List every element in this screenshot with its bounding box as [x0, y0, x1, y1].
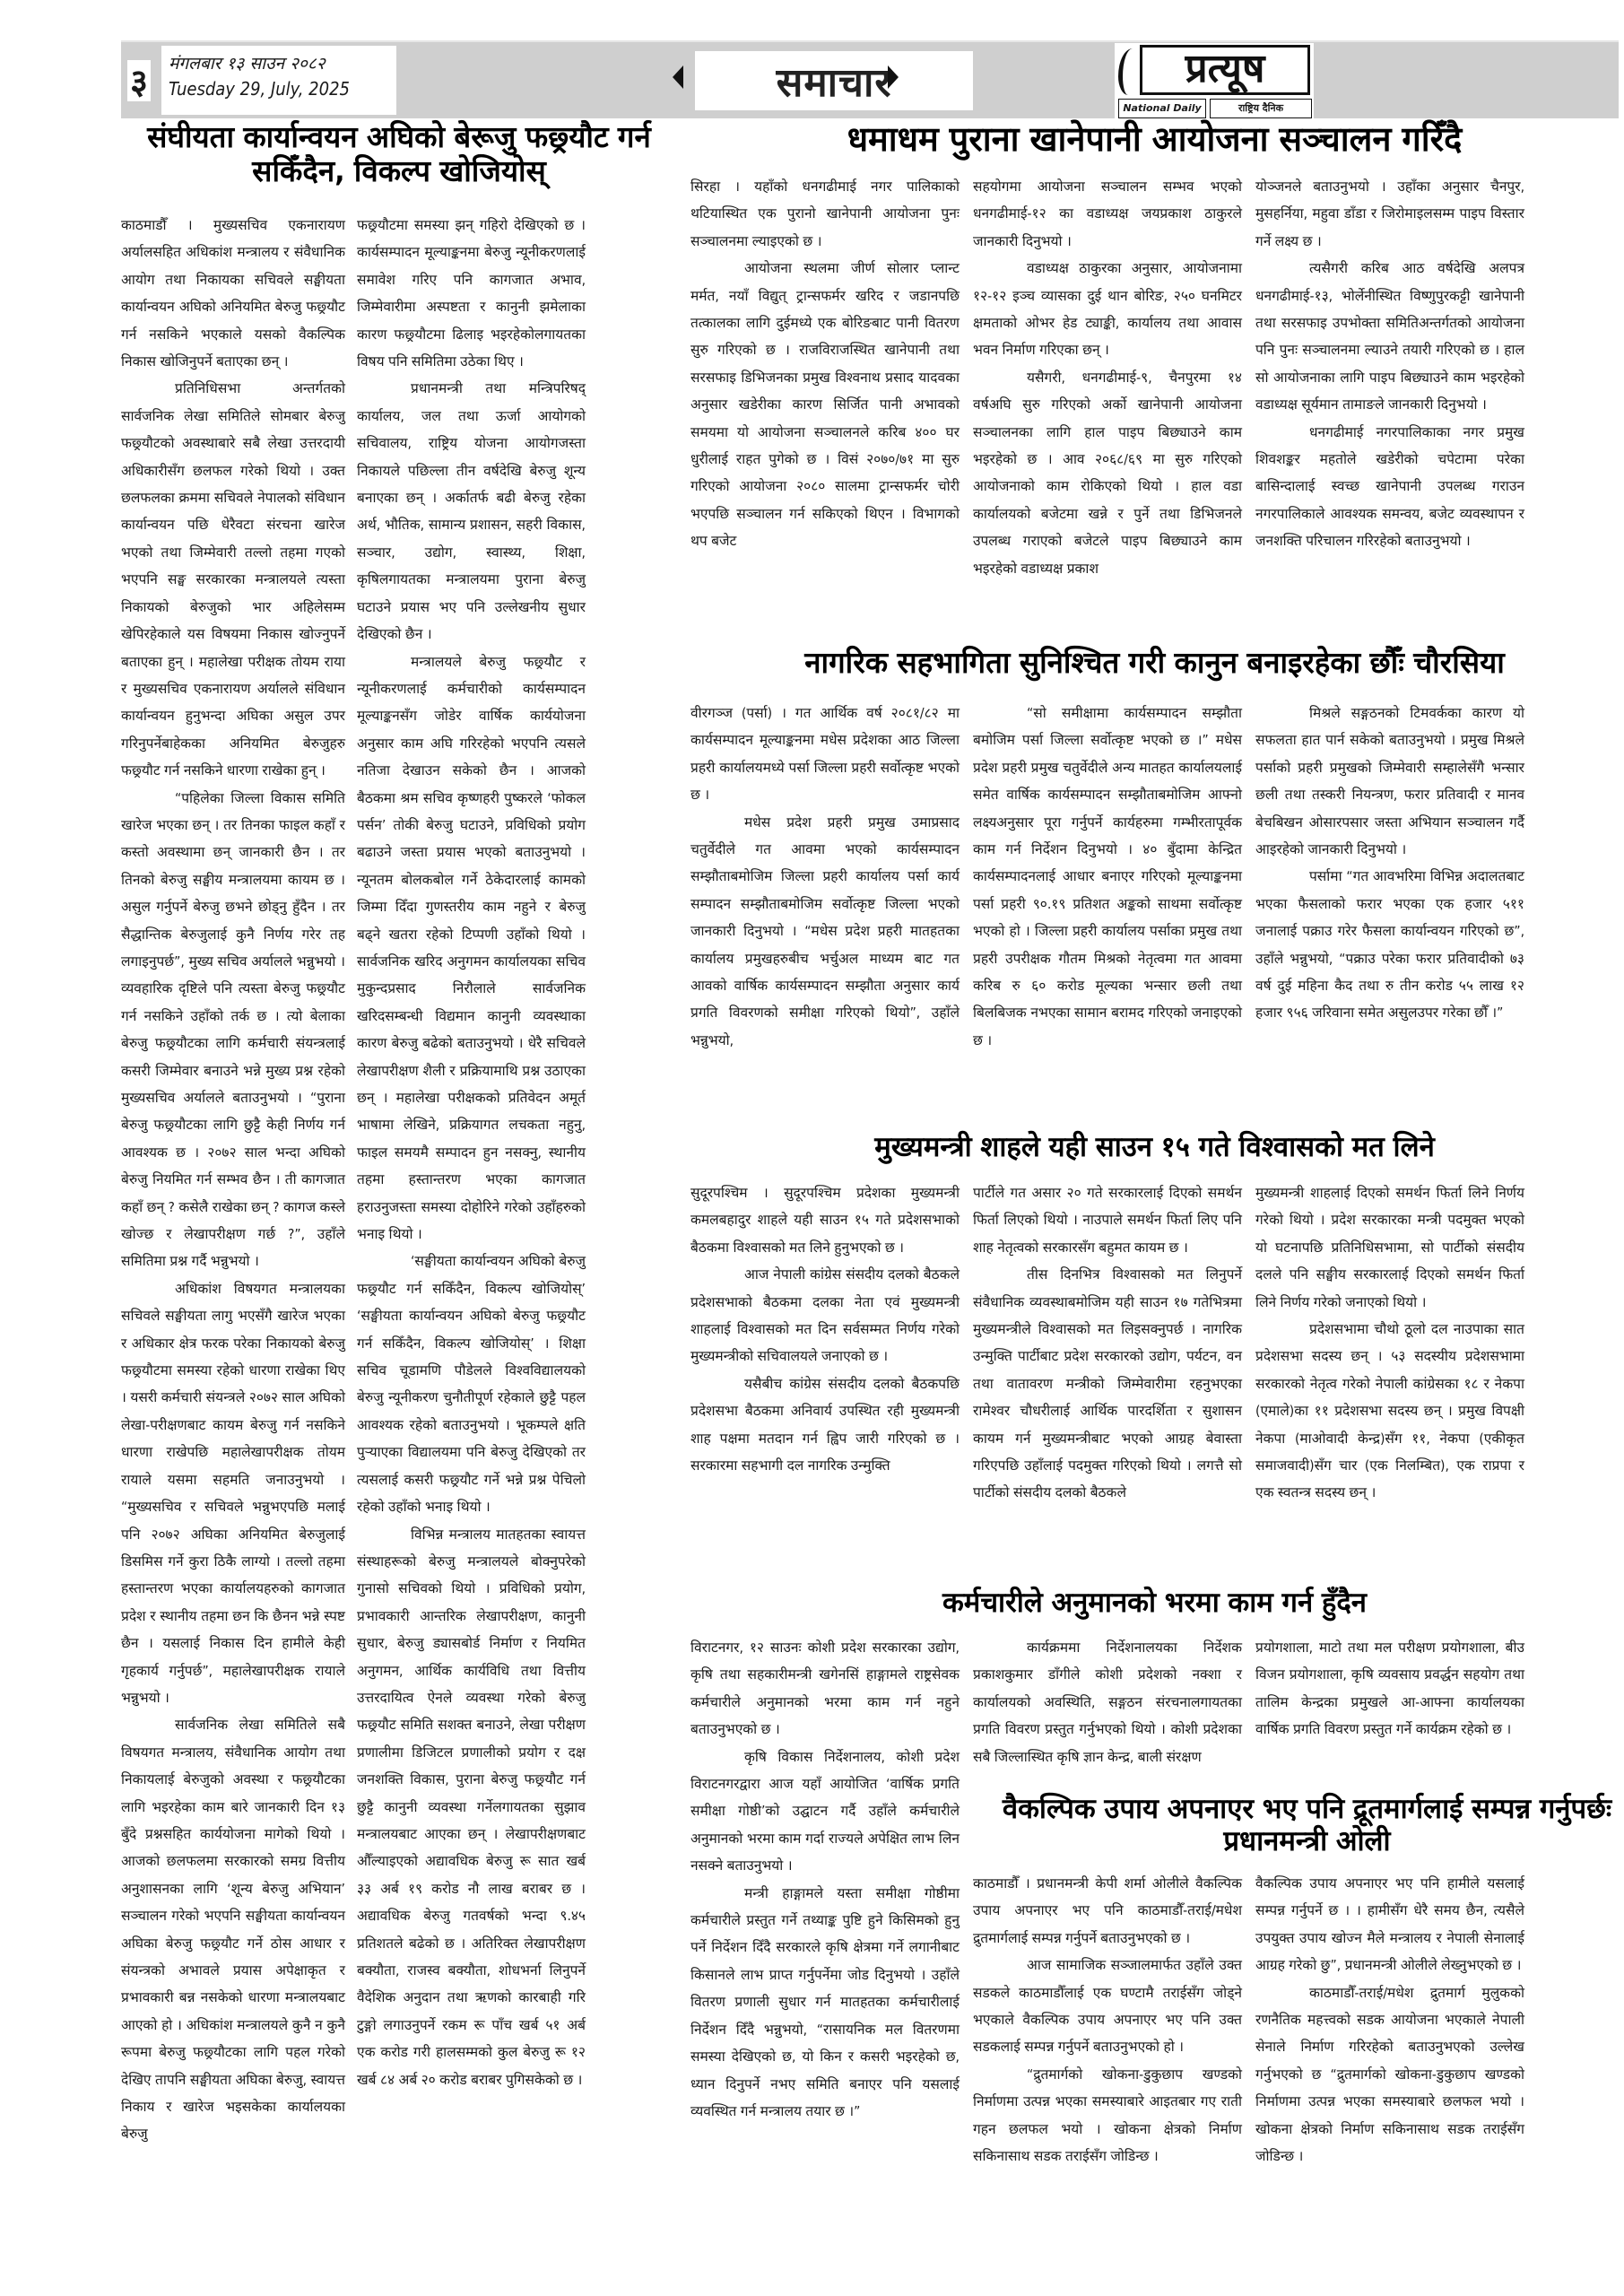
- paragraph: मन्त्रालयले बेरुजु फछ्र्यौट र न्यूनीकरणलाई कर्मचारीको कार्यसम्पादन मूल्याङ्कनसँग जोडेर वार्षिक कार्ययोजना अनुसार काम अघि गरिरहेको भएपनि त्यसले नतिजा देखाउन सकेको छैन । आजको बैठकमा श्रम सचिव कृष्णहरी पुष्करले ‘फोकल पर्सन’ तोकी बेरुजु घटाउने, प्रविधिको प्रयोग बढाउने जस्ता प्रयास भएको बताउनुभयो । न्यूनतम बोलकबोल गर्ने ठेकेदारलाई कामको जिम्मा दिँदा गुणस्तरीय काम नहुने र बेरुजु बढ्ने खतरा रहेको टिप्पणी उहाँको थियो । सार्वजनिक खरिद अनुगमन कार्यालयका सचिव मुकुन्दप्रसाद निरौलाले सार्वजनिक खरिदसम्बन्धी विद्यमान कानुनी व्यवस्थाका कारण बेरुजु बढेको बताउनुभयो । धेरै सचिवले लेखापरीक्षण शैली र प्रक्रियामाथि प्रश्न उठाएका छन् । महालेखा परीक्षकको प्रतिवेदन अमूर्त भाषामा लेखिने, प्रक्रियागत लचकता नहुनु, फाइल समयमै सम्पादन हुन नसक्नु, स्थानीय तहमा हस्तान्तरण भएका कागजात हराउनुजस्ता समस्या दोहोरिने गरेको उहाँहरुको भनाइ थियो ।: [357, 653, 586, 1243]
- paragraph: काठमाडौँ । प्रधानमन्त्री केपी शर्मा ओलीले वैकल्पिक उपाय अपनाएर भए पनि काठमाडौँ-तराई/मधेश द्रुतमार्गलाई सम्पन्न गर्नुपर्ने बताउनुभएको छ ।: [973, 1875, 1242, 1946]
- paragraph: कार्यक्रममा निर्देशनालयका निर्देशक प्रकाशकुमार डाँगीले कोशी प्रदेशको नक्शा र कार्यालयको अवस्थिति, सङ्गठन संरचनालगायतका प्रगति विवरण प्रस्तुत गर्नुभएको थियो । कोशी प्रदेशका सबै जिल्लास्थित कृषि ज्ञान केन्द्र, बाली संरक्षण: [973, 1639, 1242, 1765]
- staff-article-column-3: [1255, 1634, 1524, 1744]
- paragraph: वैकल्पिक उपाय अपनाएर भए पनि हामीले यसलाई सम्पन्न गर्नुपर्ने छ । । हामीसँग धेरै समय छैन, त्यसैले उपयुक्त उपाय खोज्न मैले मन्त्रालय र नेपाली सेनालाई आग्रह गरेको छु”, प्रधानमन्त्री ओलीले लेख्नुभएको छ ।: [1255, 1875, 1524, 1974]
- headline-cm-article: मुख्यमन्त्री शाहले यही साउन १५ गते विश्वासको मत लिने: [874, 1131, 1435, 1163]
- paragraph: आज नेपाली कांग्रेस संसदीय दलको बैठकले प्रदेशसभाको बैठकमा दलका नेता एवं मुख्यमन्त्री शाहलाई विश्वासको मत दिन सर्वसम्मत निर्णय गरेको मुख्यमन्त्रीको सचिवालयले जनाएको छ ।: [690, 1266, 960, 1365]
- paragraph: ‘सङ्घीयता कार्यान्वयन अघिको बेरुजु फछ्र्यौट गर्न सकिँदैन, विकल्प खोजियोस्’ ‘सङ्घीयता कार्यान्वयन अघिको बेरुजु फछ्र्यौट गर्न सकिँदैन, विकल्प खोजियोस्’ । शिक्षा सचिव चूडामणि पौडेलले विश्वविद्यालयको बेरुजु न्यूनीकरण चुनौतीपूर्ण रहेकाले छुट्टै पहल आवश्यक रहेको बताउनुभयो । भूकम्पले क्षति पुऱ्याएका विद्यालयमा पनि बेरुजु देखिएको तर त्यसलाई कसरी फछ्र्यौट गर्ने भन्ने प्रश्न पेचिलो रहेको उहाँको भनाइ थियो ।: [357, 1253, 586, 1516]
- cm-article-column-3: [1255, 1179, 1524, 1507]
- paragraph: मन्त्री हाङ्गामले यस्ता समीक्षा गोष्ठीमा कर्मचारीले प्रस्तुत गर्ने तथ्याङ्क पुष्टि हुने किसिमको हुनु पर्ने निर्देशन दिँदै सरकारले कृषि क्षेत्रमा गर्ने लगानीबाट किसानले लाभ प्राप्त गर्नुपर्नेमा जोड दिनुभयो । उहाँले वितरण प्रणाली सुधार गर्न मातहतका कर्मचारीलाई निर्देशन दिँदै भन्नुभयो, “रासायनिक मल वितरणमा समस्या देखिएको छ, यो किन र कसरी भइरहेको छ, ध्यान दिनुपर्ने नभए समिति बनाएर पनि यसलाई व्यवस्थित गर्न मन्त्रालय तयार छ ।”: [690, 1884, 960, 2119]
- paragraph: योञ्जनले बताउनुभयो । उहाँका अनुसार चैनपुर, मुसहर्निया, महुवा डाँडा र जिरोमाइलसम्म पाइप विस्तार गर्ने लक्ष्य छ ।: [1255, 178, 1524, 249]
- paragraph: त्यसैगरी करिब आठ वर्षदेखि अलपत्र धनगढीमाई-१३, भोर्लेनीस्थित विष्णुपुरकट्टी खानेपानी तथा सरसफाइ उपभोक्ता समितिअन्तर्गतको आयोजना पनि पुनः सञ्चालनमा ल्याउने तयारी गरिएको छ । हाल सो आयोजनाका लागि पाइप बिछ्याउने काम भइरहेको वडाध्यक्ष सूर्यमान तामाङले जानकारी दिनुभयो ।: [1255, 260, 1524, 413]
- paragraph: पार्टीले गत असार २० गते सरकारलाई दिएको समर्थन फिर्ता लिएको थियो । नाउपाले समर्थन फिर्ता लिए पनि शाह नेतृत्वको सरकारसँग बहुमत कायम छ ।: [973, 1185, 1242, 1256]
- paragraph: मधेस प्रदेश प्रहरी प्रमुख उमाप्रसाद चतुर्वेदीले गत आवमा भएको कार्यसम्पादन सम्झौताबमोजिम जिल्ला प्रहरी कार्यालय पर्सा कार्य सम्पादन सम्झौताबमोजिम सर्वोत्कृष्ट जिल्ला भएको जानकारी दिनुभयो । “मधेस प्रदेश प्रहरी मातहतका कार्यालय प्रमुखहरुबीच भर्चुअल माध्यम बाट गत आवको वार्षिक कार्यसम्पादन सम्झौता अनुसार कार्य प्रगति विवरणको समीक्षा गरिएको थियो”, उहाँले भन्नुभयो,: [690, 813, 960, 1048]
- paragraph: काठमाडौँ । मुख्यसचिव एकनारायण अर्यालसहित अधिकांश मन्त्रालय र संवैधानिक आयोग तथा निकायका सचिवले सङ्घीयता कार्यान्वयन अघिको अनियमित बेरुजु फछ्र्यौट गर्न नसकिने भएकाले यसको वैकल्पिक निकास खोजिनुपर्ने बताएका छन् ।: [121, 217, 345, 370]
- cm-article-column-2: [973, 1179, 1242, 1507]
- paragraph: वीरगञ्ज (पर्सा) । गत आर्थिक वर्ष २०८१/८२ मा कार्यसम्पादन मूल्याङ्कनमा मधेस प्रदेशका आठ जिल्ला प्रहरी कार्यालयमध्ये पर्सा जिल्ला प्रहरी सर्वोत्कृष्ट भएको छ ।: [690, 705, 960, 804]
- police-article-column-2: [973, 700, 1242, 1054]
- newspaper-logo: [1115, 43, 1314, 118]
- paragraph: काठमाडौँ-तराई/मधेश द्रुतमार्ग मुलुकको रणनैतिक महत्त्वको सडक आयोजना भएकाले नेपाली सेनाले निर्माण गरिरहेको बताउनुभएको उल्लेख गर्नुभएको छ “द्रुतमार्गको खोकना-डुकुछाप खण्डको निर्माणमा उत्पन्न भएका समस्याबारे छलफल भयो । खोकना क्षेत्रको निर्माण सकिनासाथ सडक तराईसँग जोडिन्छ ।: [1255, 1984, 1524, 2165]
- headline-left-article: संघीयता कार्यान्वयन अघिको बेरूजु फछ्र्यौट गर्न सकिँदैन, विकल्प खोजियोस्: [147, 119, 651, 188]
- paragraph: यसैगरी, धनगढीमाई-९, चैनपुरमा १४ वर्षअघि सुरु गरिएको अर्को खानेपानी आयोजना सञ्चालनका लागि हाल पाइप बिछ्याउने काम भइरहेको छ । आव २०६८/६९ मा सुरु गरिएको आयोजनाको काम रोकिएको थियो । हाल वडा कार्यालयको बजेटमा खन्ने र पुर्ने तथा डिभिजनले उपलब्ध गराएको बजेटले पाइप बिछ्याउने काम भइरहेको वडाध्यक्ष प्रकाश: [973, 369, 1242, 577]
- logo-tag-nepali: राष्ट्रिय दैनिक: [1210, 99, 1312, 118]
- paragraph: आयोजना स्थलमा जीर्ण सोलार प्लान्ट मर्मत, नयाँ विद्युत् ट्रान्सफर्मर खरिद र जडानपछि तत्कालका लागि दुईमध्ये एक बोरिङबाट पानी वितरण सुरु गरिएको छ । राजविराजस्थित खानेपानी तथा सरसफाइ डिभिजनका प्रमुख विश्वनाथ प्रसाद यादवका अनुसार खडेरीका कारण सिर्जित पानी अभावको समयमा यो आयोजना सञ्चालनले करिब ४०० घर धुरीलाई राहत पुगेको छ । विसं २०७०/७१ मा सुरु गरिएको आयोजना २०८० सालमा ट्रान्सफर्मर चोरी भएपछि सञ्चालन गर्न सकिएको थिएन । विभागको थप बजेट: [690, 260, 960, 550]
- paragraph: पर्सामा “गत आवभरिमा विभिन्न अदालतबाट भएका फैसलाको फरार भएका एक हजार ५११ जनालाई पक्राउ गरेर फैसला कार्यान्वयन गरिएको छ”, उहाँले भन्नुभयो, “पक्राउ परेका फरार प्रतिवादीको ७३ वर्ष दुई महिना कैद तथा रु तीन करोड ५५ लाख १२ हजार ९५६ जरिवाना समेत असुलउपर गरेका छौँ ।”: [1255, 868, 1524, 1022]
- paragraph: यसैबीच कांग्रेस संसदीय दलको बैठकपछि प्रदेशसभा बैठकमा अनिवार्य उपस्थित रही मुख्यमन्त्री शाह पक्षमा मतदान गर्न ह्विप जारी गरिएको छ । सरकारमा सहभागी दल नागरिक उन्मुक्ति: [690, 1375, 960, 1474]
- police-article-column-1: [690, 700, 960, 1054]
- paragraph: सुदूरपश्चिम । सुदूरपश्चिम प्रदेशका मुख्यमन्त्री कमलबहादुर शाहले यही साउन १५ गते प्रदेशसभाको बैठकमा विश्वासको मत लिने हुनुभएको छ ।: [690, 1185, 960, 1256]
- paragraph: विभिन्न मन्त्रालय मातहतका स्वायत्त संस्थाहरूको बेरुजु मन्त्रालयले बोक्नुपरेको गुनासो सचिवको थियो । प्रविधिको प्रयोग, प्रभावकारी आन्तरिक लेखापरीक्षण, कानुनी सुधार, बेरुजु ड्यासबोर्ड निर्माण र नियमित अनुगमन, आर्थिक कार्यविधि तथा वित्तीय उत्तरदायित्व ऐनले व्यवस्था गरेको बेरुजु फछ्र्यौट समिति सशक्त बनाउने, लेखा परीक्षण प्रणालीमा डिजिटल प्रणालीको प्रयोग र दक्ष जनशक्ति विकास, पुराना बेरुजु फछ्र्यौट गर्न छुट्टै कानुनी व्यवस्था गर्नेलगायतका सुझाव मन्त्रालयबाट आएका छन् । लेखापरीक्षणबाट औँल्याइएको अद्यावधिक बेरुजु रू सात खर्ब ३३ अर्ब १९ करोड नौ लाख बराबर छ । अद्यावधिक बेरुजु गतवर्षको भन्दा ९.४५ प्रतिशतले बढेको छ । अतिरिक्त लेखापरीक्षण बक्यौता, राजस्व बक्यौता, शोधभर्ना लिनुपर्ने वैदेशिक अनुदान तथा ऋणको कारबाही गरि टुङ्गो लगाउनुपर्ने रकम रू पाँच खर्ब ५१ अर्ब एक करोड गरी हालसम्मको कुल बेरुजु रू १२ खर्ब ८४ अर्ब २० करोड बराबर पुगिसकेको छ ।: [357, 1526, 586, 2088]
- paragraph: विराटनगर, १२ साउनः कोशी प्रदेश सरकारका उद्योग, कृषि तथा सहकारीमन्त्री खगेनसिं हाङ्गामले राष्ट्रसेवक कर्मचारीले अनुमानको भरमा काम गर्न नहुने बताउनुभएको छ ।: [690, 1639, 960, 1738]
- paragraph: “द्रुतमार्गको खोकना-डुकुछाप खण्डको निर्माणमा उत्पन्न भएका समस्याबारे आइतबार गए राती गहन छलफल भयो । खोकना क्षेत्रको निर्माण सकिनासाथ सडक तराईसँग जोडिन्छ ।: [973, 2066, 1242, 2165]
- expressway-article-column-1: [973, 1870, 1242, 2170]
- page-number: ३: [127, 60, 151, 101]
- paragraph: तीस दिनभित्र विश्वासको मत लिनुपर्ने संवैधानिक व्यवस्थाबमोजिम यही साउन १७ गतेभित्रमा मुख्यमन्त्रीले विश्वासको मत लिइसक्नुपर्छ । नागरिक उन्मुक्ति पार्टीबाट प्रदेश सरकारको उद्योग, पर्यटन, वन तथा वातावरण मन्त्रीको जिम्मेवारीमा रहनुभएका रामेश्वर चौधरीलाई आर्थिक पारदर्शिता र सुशासन कायम गर्न मुख्यमन्त्रीबाट भएको आग्रह बेवास्ता गरिएपछि उहाँलाई पदमुक्त गरिएको थियो । लगत्तै सो पार्टीको संसदीय दलको बैठकले: [973, 1266, 1242, 1501]
- headline-staff-article: कर्मचारीले अनुमानको भरमा काम गर्न हुँदैन: [942, 1587, 1367, 1619]
- staff-article-column-1: [690, 1634, 960, 2125]
- paragraph: प्रदेशसभामा चौथो ठूलो दल नाउपाका सात प्रदेशसभा सदस्य छन् । ५३ सदस्यीय प्रदेशसभामा सरकारको नेतृत्व गरेको नेपाली कांग्रेसका १८ र नेकपा (एमाले)का ११ प्रदेशसभा सदस्य छन् । प्रमुख विपक्षी नेकपा (माओवादी केन्द्र)सँग ११, नेकपा (एकीकृत समाजवादी)सँग चार (एक निलम्बित), एक राप्रपा र एक स्वतन्त्र सदस्य छन् ।: [1255, 1321, 1524, 1501]
- expressway-article-column-2: [1255, 1870, 1524, 2170]
- paragraph: कृषि विकास निर्देशनालय, कोशी प्रदेश विराटनगरद्वारा आज यहाँ आयोजित ‘वार्षिक प्रगति समीक्षा गोष्ठी’को उद्घाटन गर्दै उहाँले कर्मचारीले अनुमानको भरमा काम गर्दा राज्यले अपेक्षित लाभ लिन नसक्ने बताउनुभयो ।: [690, 1748, 960, 1874]
- paragraph: आज सामाजिक सञ्जालमार्फत उहाँले उक्त सडकले काठमाडौँलाई एक घण्टामै तराईसँग जोड्ने भएकाले वैकल्पिक उपाय अपनाएर भए पनि उक्त सडकलाई सम्पन्न गर्नुपर्ने बताउनुभएको हो ।: [973, 1957, 1242, 2056]
- headline-water-article: धमाधम पुराना खानेपानी आयोजना सञ्चालन गरिँदै: [847, 119, 1463, 159]
- flame-icon: [1118, 48, 1142, 95]
- paragraph: प्रधानमन्त्री तथा मन्त्रिपरिषद् कार्यालय, जल तथा ऊर्जा आयोगको सचिवालय, राष्ट्रिय योजना आयोगजस्ता निकायले पछिल्ला तीन वर्षदेखि बेरुजु शून्य बनाएका छन् । अर्कातर्फ बढी बेरुजु रहेका अर्थ, भौतिक, सामान्य प्रशासन, सहरी विकास, सञ्चार, उद्योग, स्वास्थ्य, शिक्षा, कृषिलगायतका मन्त्रालयमा पुराना बेरुजु घटाउने प्रयास भए पनि उल्लेखनीय सुधार देखिएको छैन ।: [357, 380, 586, 643]
- water-article-column-1: [690, 173, 960, 555]
- paragraph: फछ्र्यौटमा समस्या झन् गहिरो देखिएको छ । कार्यसम्पादन मूल्याङ्कनमा बेरुजु न्यूनीकरणलाई समावेश गरिए पनि कागजात अभाव, जिम्मेवारीमा अस्पष्टता र कानुनी झमेलाका कारण फछ्र्यौटमा ढिलाइ भइरहेकोलगायतका विषय पनि समितिमा उठेका थिए ।: [357, 217, 586, 370]
- water-article-column-3: [1255, 173, 1524, 555]
- paragraph: प्रतिनिधिसभा अन्तर्गतको सार्वजनिक लेखा समितिले सोमबार बेरुजु फछ्र्यौटको अवस्थाबारे सबै लेखा उत्तरदायी अधिकारीसँग छलफल गरेको थियो । उक्त छलफलका क्रममा सचिवले नेपालको संविधान कार्यान्वयन पछि धेरैवटा संरचना खारेज भएको तथा जिम्मेवारी तल्लो तहमा गएको भएपनि सङ्घ सरकारका मन्त्रालयले त्यस्ता निकायको बेरुजुको भार अहिलेसम्म खेपिरहेकाले यस विषयमा निकास खोज्नुपर्ने बताएका हुन् । महालेखा परीक्षक तोयम राया र मुख्यसचिव एकनारायण अर्यालले संविधान कार्यान्वयन हुनुभन्दा अघिका असुल उपर गरिनुपर्नेबाहेकका अनियमित बेरुजुहरु फछ्र्यौट गर्न नसकिने धारणा राखेका हुन् ।: [121, 380, 345, 779]
- logo-tag-english: National Daily: [1118, 99, 1206, 118]
- water-article-column-2: [973, 173, 1242, 582]
- headline-police-article: नागरिक सहभागिता सुनिश्चित गरी कानुन बनाइरहेका छौँः चौरसिया: [804, 645, 1505, 680]
- paragraph: सिरहा । यहाँको धनगढीमाई नगर पालिकाको थटियास्थित एक पुरानो खानेपानी आयोजना पुनः सञ्चालनमा ल्याइएको छ ।: [690, 178, 960, 249]
- paragraph: मुख्यमन्त्री शाहलाई दिएको समर्थन फिर्ता लिने निर्णय गरेको थियो । प्रदेश सरकारका मन्त्री पदमुक्त भएको यो घटनापछि प्रतिनिधिसभामा, सो पार्टीको संसदीय दलले पनि सङ्घीय सरकारलाई दिएको समर्थन फिर्ता लिने निर्णय गरेको जनाएको थियो ।: [1255, 1185, 1524, 1310]
- triangle-right-icon: [888, 65, 899, 89]
- police-article-column-3: [1255, 700, 1524, 1027]
- section-label: समाचार: [776, 60, 892, 106]
- paragraph: “पहिलेका जिल्ला विकास समिति खारेज भएका छन् । तर तिनका फाइल कहाँ र कस्तो अवस्थामा छन् जानकारी छैन । तर तिनको बेरुजु सङ्घीय मन्त्रालयमा कायम छ । असुल गर्नुपर्ने बेरुजु छभने छोड्नु हुँदैन । तर सैद्धान्तिक बेरुजुलाई कुनै निर्णय गरेर तह लगाइनुपर्छ”, मुख्य सचिव अर्यालले भन्नुभयो । व्यवहारिक दृष्टिले पनि त्यस्ता बेरुजु फछ्र्यौट गर्न नसकिने उहाँको तर्क छ । त्यो बेलाका बेरुजु फछ्र्यौटका लागि कर्मचारी संयन्त्रलाई कसरी जिम्मेवार बनाउने भन्ने मुख्य प्रश्न रहेको मुख्यसचिव अर्यालले बताउनुभयो । “पुराना बेरुजु फछ्र्यौटका लागि छुट्टै केही निर्णय गर्न आवश्यक छ । २०७२ साल भन्दा अघिको बेरुजु नियमित गर्न सम्भव छैन । ती कागजात कहाँ छन् ? कसेलै राखेका छन् ? कागज कस्ले खोज्छ र लेखापरीक्षण गर्छ ?”, उहाँले समितिमा प्रश्न गर्दै भन्नुभयो ।: [121, 789, 345, 1270]
- date-english: Tuesday 29, July, 2025: [169, 78, 350, 100]
- paragraph: सार्वजनिक लेखा समितिले सबै विषयगत मन्त्रालय, संवैधानिक आयोग तथा निकायलाई बेरुजुको अवस्था र फछ्र्यौटका लागि भइरहेका काम बारे जानकारी दिन १३ बुँदे प्रश्नसहित कार्ययोजना मागेको थियो । आजको छलफलमा सरकारको समग्र वित्तीय अनुशासनका लागि ‘शून्य बेरुजु अभियान’ सञ्चालन गरेको भएपनि सङ्घीयता कार्यान्वयन अघिका बेरुजु फछ्र्यौट गर्ने ठोस आधार र संयन्त्रको अभावले प्रयास अपेक्षाकृत र प्रभावकारी बन्न नसकेको धारणा मन्त्रालयबाट आएको हो । अधिकांश मन्त्रालयले कुनै न कुनै रूपमा बेरुजु फछ्र्यौटका लागि पहल गरेको देखिए तापनि सङ्घीयता अघिका बेरुजु, स्वायत्त निकाय र खारेज भइसकेका कार्यालयका बेरुजु: [121, 1717, 345, 2143]
- date-box: [161, 46, 396, 115]
- logo-title: प्रत्यूष: [1140, 45, 1310, 95]
- triangle-left-icon: [673, 65, 683, 89]
- paragraph: अधिकांश विषयगत मन्त्रालयका सचिवले सङ्घीयता लागु भएसँगै खारेज भएका र अधिकार क्षेत्र फरक परेका निकायको बेरुजु फछ्र्यौटमा समस्या रहेको धारणा राखेका थिए । यसरी कर्मचारी संयन्त्रले २०७२ साल अघिको लेखा-परीक्षणबाट कायम बेरुजु गर्न नसकिने धारणा राखेपछि महालेखापरीक्षक तोयम रायाले यसमा सहमति जनाउनुभयो । “मुख्यसचिव र सचिवले भन्नुभएपछि मलाई पनि २०७२ अघिका अनियमित बेरुजुलाई डिसमिस गर्ने कुरा ठिकै लाग्यो । तल्लो तहमा हस्तान्तरण भएका कार्यालयहरुको कागजात प्रदेश र स्थानीय तहमा छन कि छैनन भन्ने स्पष्ट छैन । यसलाई निकास दिन हामीले केही गृहकार्य गर्नुपर्छ”, महालेखापरीक्षक रायाले भन्नुभयो ।: [121, 1280, 345, 1706]
- paragraph: मिश्रले सङ्गठनको टिमवर्कका कारण यो सफलता हात पार्न सकेको बताउनुभयो । प्रमुख मिश्रले पर्साको प्रहरी प्रमुखको जिम्मेवारी सम्हालेसँगै भन्सार छली तथा तस्करी नियन्त्रण, फरार प्रतिवादी र मानव बेचबिखन ओसारपसार जस्ता अभियान सञ्चालन गर्दै आइरहेको जानकारी दिनुभयो ।: [1255, 705, 1524, 858]
- paragraph: वडाध्यक्ष ठाकुरका अनुसार, आयोजनामा १२-१२ इञ्च व्यासका दुई थान बोरिङ, २५० घनमिटर क्षमताको ओभर हेड ट्याङ्की, कार्यालय तथा आवास भवन निर्माण गरिएका छन् ।: [973, 260, 1242, 359]
- staff-article-column-2: [973, 1634, 1242, 1770]
- left-article-column-2: [357, 212, 586, 2093]
- paragraph: प्रयोगशाला, माटो तथा मल परीक्षण प्रयोगशाला, बीउ विजन प्रयोगशाला, कृषि व्यवसाय प्रवर्द्धन सहयोग तथा तालिम केन्द्रका प्रमुखले आ-आफ्ना कार्यालयका वार्षिक प्रगति विवरण प्रस्तुत गर्ने कार्यक्रम रहेको छ ।: [1255, 1639, 1524, 1738]
- cm-article-column-1: [690, 1179, 960, 1479]
- headline-expressway-article: वैकल्पिक उपाय अपनाएर भए पनि द्रूतमार्गलाई सम्पन्न गर्नुपर्छः प्रधानमन्त्री ओली: [1002, 1793, 1612, 1857]
- date-nepali: मंगलबार १३ साउन २०८२: [169, 54, 326, 74]
- paragraph: धनगढीमाई नगरपालिकाका नगर प्रमुख शिवशङ्कर महतोले खडेरीको चपेटामा परेका बासिन्दालाई स्वच्छ खानेपानी उपलब्ध गराउन नगरपालिकाले आवश्यक समन्वय, बजेट व्यवस्थापन र जनशक्ति परिचालन गरिरहेको बताउनुभयो ।: [1255, 423, 1524, 550]
- paragraph: “सो समीक्षामा कार्यसम्पादन सम्झौता बमोजिम पर्सा जिल्ला सर्वोत्कृष्ट भएको छ ।” मधेस प्रदेश प्रहरी प्रमुख चतुर्वेदीले अन्य मातहत कार्यालयलाई समेत वार्षिक कार्यसम्पादन सम्झौताबमोजिम आफ्नो लक्ष्यअनुसार पूरा गर्नुपर्ने कार्यहरुमा गम्भीरतापूर्वक काम गर्न निर्देशन दिनुभयो । ४० बुँदामा केन्द्रित कार्यसम्पादनलाई आधार बनाएर गरिएको मूल्याङ्कनमा पर्सा प्रहरी ९०.१९ प्रतिशत अङ्कको साथमा सर्वोत्कृष्ट भएको हो । जिल्ला प्रहरी कार्यालय पर्साका प्रमुख तथा प्रहरी उपरीक्षक गौतम मिश्रको नेतृत्वमा गत आवमा करिब रु ६० करोड मूल्यका भन्सार छली तथा बिलबिजक नभएका सामान बरामद गरिएको जनाइएको छ ।: [973, 705, 1242, 1048]
- paragraph: सहयोगमा आयोजना सञ्चालन सम्भव भएको धनगढीमाई-१२ का वडाध्यक्ष जयप्रकाश ठाकुरले जानकारी दिनुभयो ।: [973, 178, 1242, 249]
- left-article-column-1: [121, 212, 345, 2148]
- section-label-box: [695, 51, 973, 110]
